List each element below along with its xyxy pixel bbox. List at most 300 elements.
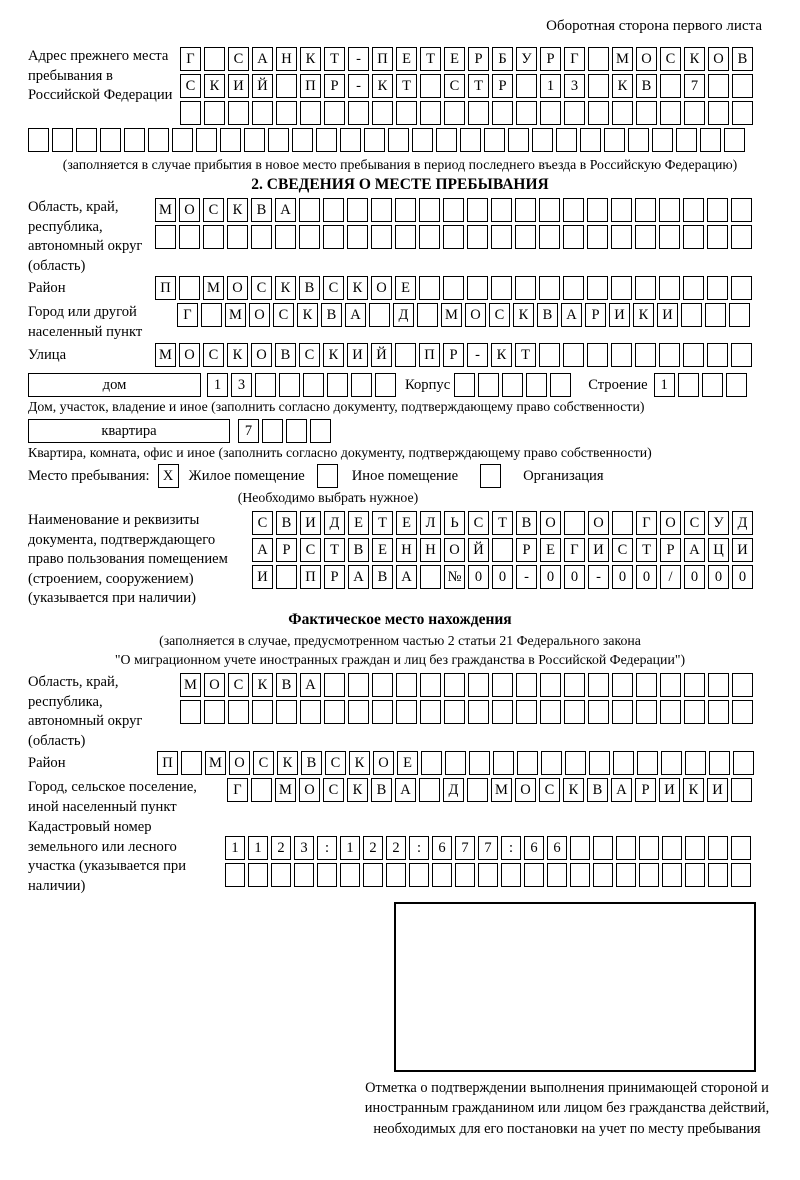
char-cell[interactable] [201, 303, 222, 327]
char-cell[interactable]: П [300, 74, 321, 98]
char-cell[interactable]: К [347, 276, 368, 300]
char-cell[interactable] [550, 373, 571, 397]
char-cell[interactable]: В [275, 343, 296, 367]
char-cell[interactable]: О [249, 303, 270, 327]
char-cell[interactable] [732, 673, 753, 697]
char-cell[interactable]: К [252, 673, 273, 697]
char-cell[interactable]: : [409, 836, 429, 860]
char-cell[interactable] [478, 863, 498, 887]
char-cell[interactable] [467, 778, 488, 802]
char-cell[interactable]: Р [324, 565, 345, 589]
char-cell[interactable] [708, 700, 729, 724]
char-cell[interactable]: О [636, 47, 657, 71]
char-cell[interactable]: Е [348, 511, 369, 535]
char-cell[interactable] [616, 836, 636, 860]
char-cell[interactable] [683, 343, 704, 367]
char-cell[interactable]: Е [444, 47, 465, 71]
char-cell[interactable]: 0 [708, 565, 729, 589]
char-cell[interactable]: У [708, 511, 729, 535]
char-cell[interactable] [636, 700, 657, 724]
char-cell[interactable]: С [684, 511, 705, 535]
char-cell[interactable]: 6 [547, 836, 567, 860]
char-cell[interactable]: К [683, 778, 704, 802]
char-cell[interactable]: М [155, 198, 176, 222]
char-cell[interactable] [539, 225, 560, 249]
char-cell[interactable] [491, 225, 512, 249]
char-cell[interactable]: Н [420, 538, 441, 562]
char-cell[interactable] [731, 343, 752, 367]
char-cell[interactable] [516, 673, 537, 697]
char-cell[interactable]: М [441, 303, 462, 327]
char-cell[interactable]: О [227, 276, 248, 300]
char-cell[interactable] [386, 863, 406, 887]
char-cell[interactable]: В [516, 511, 537, 535]
char-cell[interactable] [683, 225, 704, 249]
char-cell[interactable] [421, 751, 442, 775]
char-cell[interactable]: 1 [225, 836, 245, 860]
char-cell[interactable] [347, 225, 368, 249]
checkbox-residential-premises[interactable]: X [158, 464, 179, 488]
char-cell[interactable] [685, 751, 706, 775]
char-cell[interactable]: Д [732, 511, 753, 535]
char-cell[interactable] [100, 128, 121, 152]
char-cell[interactable]: - [516, 565, 537, 589]
char-cell[interactable] [76, 128, 97, 152]
char-cell[interactable] [732, 101, 753, 125]
char-cell[interactable] [708, 101, 729, 125]
char-cell[interactable] [324, 101, 345, 125]
char-cell[interactable]: К [275, 276, 296, 300]
char-cell[interactable] [492, 101, 513, 125]
char-cell[interactable] [564, 511, 585, 535]
char-cell[interactable] [276, 565, 297, 589]
char-cell[interactable]: У [516, 47, 537, 71]
char-cell[interactable] [612, 101, 633, 125]
char-cell[interactable]: И [657, 303, 678, 327]
char-cell[interactable] [181, 751, 202, 775]
char-cell[interactable] [124, 128, 145, 152]
char-cell[interactable] [324, 673, 345, 697]
char-cell[interactable] [685, 863, 705, 887]
char-cell[interactable]: А [561, 303, 582, 327]
char-cell[interactable] [420, 74, 441, 98]
char-cell[interactable]: К [491, 343, 512, 367]
char-cell[interactable] [731, 225, 752, 249]
char-cell[interactable] [467, 198, 488, 222]
checkbox-other-premises[interactable] [317, 464, 338, 488]
char-cell[interactable]: С [203, 198, 224, 222]
char-cell[interactable]: С [228, 673, 249, 697]
char-cell[interactable] [660, 673, 681, 697]
char-cell[interactable] [587, 198, 608, 222]
char-cell[interactable] [180, 101, 201, 125]
char-cell[interactable]: М [205, 751, 226, 775]
char-cell[interactable] [419, 198, 440, 222]
char-cell[interactable] [502, 373, 523, 397]
char-cell[interactable] [659, 343, 680, 367]
char-cell[interactable]: К [277, 751, 298, 775]
char-cell[interactable] [539, 198, 560, 222]
char-cell[interactable]: Й [371, 343, 392, 367]
char-cell[interactable]: Н [396, 538, 417, 562]
char-cell[interactable] [467, 225, 488, 249]
char-cell[interactable] [588, 74, 609, 98]
char-cell[interactable] [681, 303, 702, 327]
char-cell[interactable] [565, 751, 586, 775]
char-cell[interactable]: 7 [238, 419, 259, 443]
char-cell[interactable] [172, 128, 193, 152]
char-cell[interactable]: 3 [231, 373, 252, 397]
char-cell[interactable] [388, 128, 409, 152]
char-cell[interactable] [347, 198, 368, 222]
char-cell[interactable] [660, 101, 681, 125]
char-cell[interactable] [348, 101, 369, 125]
char-cell[interactable]: А [275, 198, 296, 222]
char-cell[interactable]: С [660, 47, 681, 71]
char-cell[interactable]: К [323, 343, 344, 367]
char-cell[interactable] [612, 511, 633, 535]
char-cell[interactable] [443, 225, 464, 249]
char-cell[interactable]: Т [636, 538, 657, 562]
char-cell[interactable]: К [297, 303, 318, 327]
char-cell[interactable]: 2 [386, 836, 406, 860]
char-cell[interactable]: Ь [444, 511, 465, 535]
char-cell[interactable]: К [204, 74, 225, 98]
char-cell[interactable] [228, 101, 249, 125]
char-cell[interactable]: Н [276, 47, 297, 71]
char-cell[interactable]: О [444, 538, 465, 562]
char-cell[interactable]: Р [635, 778, 656, 802]
char-cell[interactable]: 0 [468, 565, 489, 589]
char-cell[interactable] [286, 419, 307, 443]
char-cell[interactable]: 0 [564, 565, 585, 589]
char-cell[interactable] [443, 276, 464, 300]
char-cell[interactable]: Т [396, 74, 417, 98]
char-cell[interactable]: С [300, 538, 321, 562]
char-cell[interactable]: 2 [363, 836, 383, 860]
char-cell[interactable]: И [588, 538, 609, 562]
char-cell[interactable] [276, 101, 297, 125]
char-cell[interactable] [515, 276, 536, 300]
char-cell[interactable]: А [611, 778, 632, 802]
char-cell[interactable]: 6 [432, 836, 452, 860]
char-cell[interactable] [733, 751, 754, 775]
char-cell[interactable]: Е [396, 47, 417, 71]
char-cell[interactable]: А [395, 778, 416, 802]
char-cell[interactable]: С [299, 343, 320, 367]
char-cell[interactable] [419, 276, 440, 300]
char-cell[interactable]: : [317, 836, 337, 860]
char-cell[interactable] [708, 673, 729, 697]
char-cell[interactable]: Е [540, 538, 561, 562]
char-cell[interactable] [371, 225, 392, 249]
char-cell[interactable]: Т [468, 74, 489, 98]
char-cell[interactable]: Й [468, 538, 489, 562]
char-cell[interactable]: К [347, 778, 368, 802]
char-cell[interactable]: Ц [708, 538, 729, 562]
char-cell[interactable] [420, 673, 441, 697]
char-cell[interactable]: П [419, 343, 440, 367]
char-cell[interactable]: Г [177, 303, 198, 327]
char-cell[interactable] [299, 198, 320, 222]
char-cell[interactable]: Е [397, 751, 418, 775]
char-cell[interactable] [327, 373, 348, 397]
char-cell[interactable]: В [537, 303, 558, 327]
char-cell[interactable]: М [155, 343, 176, 367]
char-cell[interactable]: № [444, 565, 465, 589]
char-cell[interactable] [491, 198, 512, 222]
char-cell[interactable] [340, 863, 360, 887]
char-cell[interactable] [708, 836, 728, 860]
char-cell[interactable]: М [612, 47, 633, 71]
char-cell[interactable]: А [252, 538, 273, 562]
char-cell[interactable]: А [348, 565, 369, 589]
char-cell[interactable]: И [347, 343, 368, 367]
char-cell[interactable] [635, 343, 656, 367]
char-cell[interactable] [685, 836, 705, 860]
char-cell[interactable] [323, 198, 344, 222]
char-cell[interactable] [455, 863, 475, 887]
char-cell[interactable]: С [612, 538, 633, 562]
char-cell[interactable] [395, 198, 416, 222]
char-cell[interactable]: Р [585, 303, 606, 327]
char-cell[interactable]: Л [420, 511, 441, 535]
checkbox-organization[interactable] [480, 464, 501, 488]
char-cell[interactable] [729, 303, 750, 327]
char-cell[interactable] [148, 128, 169, 152]
char-cell[interactable]: К [227, 343, 248, 367]
char-cell[interactable] [539, 276, 560, 300]
char-cell[interactable] [547, 863, 567, 887]
char-cell[interactable] [179, 276, 200, 300]
char-cell[interactable]: С [323, 778, 344, 802]
char-cell[interactable]: М [225, 303, 246, 327]
char-cell[interactable] [251, 778, 272, 802]
char-cell[interactable] [396, 101, 417, 125]
char-cell[interactable]: О [299, 778, 320, 802]
char-cell[interactable] [196, 128, 217, 152]
char-cell[interactable] [564, 673, 585, 697]
char-cell[interactable] [570, 836, 590, 860]
char-cell[interactable] [396, 673, 417, 697]
char-cell[interactable]: А [252, 47, 273, 71]
char-cell[interactable] [294, 863, 314, 887]
char-cell[interactable] [684, 101, 705, 125]
char-cell[interactable] [570, 863, 590, 887]
char-cell[interactable] [540, 700, 561, 724]
char-cell[interactable]: И [659, 778, 680, 802]
char-cell[interactable] [660, 74, 681, 98]
char-cell[interactable] [228, 700, 249, 724]
char-cell[interactable]: О [373, 751, 394, 775]
char-cell[interactable]: С [180, 74, 201, 98]
char-cell[interactable]: В [587, 778, 608, 802]
char-cell[interactable]: В [251, 198, 272, 222]
char-cell[interactable]: Р [324, 74, 345, 98]
char-cell[interactable]: - [467, 343, 488, 367]
char-cell[interactable] [444, 101, 465, 125]
char-cell[interactable]: М [180, 673, 201, 697]
char-cell[interactable]: О [660, 511, 681, 535]
char-cell[interactable] [517, 751, 538, 775]
char-cell[interactable]: С [468, 511, 489, 535]
char-cell[interactable] [252, 101, 273, 125]
char-cell[interactable] [705, 303, 726, 327]
char-cell[interactable] [204, 47, 225, 71]
char-cell[interactable] [420, 700, 441, 724]
char-cell[interactable] [372, 101, 393, 125]
char-cell[interactable] [732, 700, 753, 724]
char-cell[interactable]: Г [636, 511, 657, 535]
char-cell[interactable] [635, 276, 656, 300]
char-cell[interactable] [639, 863, 659, 887]
char-cell[interactable]: Е [396, 511, 417, 535]
char-cell[interactable]: 1 [248, 836, 268, 860]
char-cell[interactable]: Т [420, 47, 441, 71]
char-cell[interactable]: О [229, 751, 250, 775]
char-cell[interactable] [204, 700, 225, 724]
char-cell[interactable] [340, 128, 361, 152]
char-cell[interactable] [732, 74, 753, 98]
char-cell[interactable] [709, 751, 730, 775]
char-cell[interactable]: С [273, 303, 294, 327]
char-cell[interactable] [541, 751, 562, 775]
char-cell[interactable]: В [301, 751, 322, 775]
char-cell[interactable] [396, 700, 417, 724]
char-cell[interactable] [516, 74, 537, 98]
char-cell[interactable] [563, 198, 584, 222]
char-cell[interactable]: : [501, 836, 521, 860]
char-cell[interactable]: Е [395, 276, 416, 300]
char-cell[interactable]: Т [515, 343, 536, 367]
char-cell[interactable] [432, 863, 452, 887]
char-cell[interactable]: Г [180, 47, 201, 71]
char-cell[interactable]: 6 [524, 836, 544, 860]
char-cell[interactable]: И [300, 511, 321, 535]
char-cell[interactable]: О [708, 47, 729, 71]
char-cell[interactable] [348, 673, 369, 697]
char-cell[interactable]: И [609, 303, 630, 327]
char-cell[interactable] [593, 836, 613, 860]
char-cell[interactable] [659, 276, 680, 300]
char-cell[interactable]: В [276, 673, 297, 697]
char-cell[interactable]: 7 [684, 74, 705, 98]
char-cell[interactable] [444, 700, 465, 724]
char-cell[interactable] [702, 373, 723, 397]
char-cell[interactable] [659, 198, 680, 222]
char-cell[interactable] [684, 700, 705, 724]
char-cell[interactable]: 7 [455, 836, 475, 860]
char-cell[interactable] [515, 225, 536, 249]
char-cell[interactable] [611, 198, 632, 222]
char-cell[interactable] [469, 751, 490, 775]
char-cell[interactable] [417, 303, 438, 327]
char-cell[interactable] [587, 225, 608, 249]
char-cell[interactable]: К [633, 303, 654, 327]
char-cell[interactable] [524, 863, 544, 887]
char-cell[interactable] [635, 225, 656, 249]
char-cell[interactable] [612, 700, 633, 724]
char-cell[interactable] [731, 863, 751, 887]
char-cell[interactable] [317, 863, 337, 887]
char-cell[interactable] [564, 101, 585, 125]
char-cell[interactable] [436, 128, 457, 152]
char-cell[interactable] [493, 751, 514, 775]
char-cell[interactable]: Б [492, 47, 513, 71]
char-cell[interactable] [52, 128, 73, 152]
char-cell[interactable]: А [300, 673, 321, 697]
char-cell[interactable]: В [321, 303, 342, 327]
char-cell[interactable] [612, 673, 633, 697]
char-cell[interactable] [252, 700, 273, 724]
char-cell[interactable]: 2 [271, 836, 291, 860]
char-cell[interactable]: - [348, 74, 369, 98]
char-cell[interactable] [587, 343, 608, 367]
char-cell[interactable]: М [275, 778, 296, 802]
char-cell[interactable] [303, 373, 324, 397]
char-cell[interactable]: К [227, 198, 248, 222]
char-cell[interactable] [492, 700, 513, 724]
char-cell[interactable]: О [515, 778, 536, 802]
char-cell[interactable] [220, 128, 241, 152]
char-cell[interactable]: О [465, 303, 486, 327]
char-cell[interactable] [227, 225, 248, 249]
char-cell[interactable] [589, 751, 610, 775]
char-cell[interactable]: О [251, 343, 272, 367]
char-cell[interactable] [454, 373, 475, 397]
char-cell[interactable] [540, 673, 561, 697]
char-cell[interactable]: И [707, 778, 728, 802]
char-cell[interactable] [636, 101, 657, 125]
char-cell[interactable] [508, 128, 529, 152]
char-cell[interactable] [445, 751, 466, 775]
char-cell[interactable] [659, 225, 680, 249]
char-cell[interactable] [683, 276, 704, 300]
char-cell[interactable] [225, 863, 245, 887]
char-cell[interactable] [556, 128, 577, 152]
char-cell[interactable]: 0 [732, 565, 753, 589]
char-cell[interactable] [628, 128, 649, 152]
char-cell[interactable] [563, 343, 584, 367]
char-cell[interactable]: 0 [636, 565, 657, 589]
char-cell[interactable] [28, 128, 49, 152]
char-cell[interactable] [179, 225, 200, 249]
char-cell[interactable] [468, 700, 489, 724]
char-cell[interactable] [395, 225, 416, 249]
char-cell[interactable] [708, 863, 728, 887]
char-cell[interactable]: К [300, 47, 321, 71]
char-cell[interactable] [616, 863, 636, 887]
char-cell[interactable] [300, 101, 321, 125]
char-cell[interactable] [700, 128, 721, 152]
char-cell[interactable]: К [513, 303, 534, 327]
char-cell[interactable]: М [491, 778, 512, 802]
char-cell[interactable] [516, 700, 537, 724]
char-cell[interactable]: 0 [492, 565, 513, 589]
char-cell[interactable]: В [636, 74, 657, 98]
char-cell[interactable] [268, 128, 289, 152]
char-cell[interactable]: Д [443, 778, 464, 802]
char-cell[interactable]: В [276, 511, 297, 535]
char-cell[interactable]: Р [443, 343, 464, 367]
char-cell[interactable] [316, 128, 337, 152]
char-cell[interactable] [204, 101, 225, 125]
char-cell[interactable] [251, 225, 272, 249]
char-cell[interactable]: Р [492, 74, 513, 98]
char-cell[interactable]: П [300, 565, 321, 589]
char-cell[interactable]: Т [324, 47, 345, 71]
char-cell[interactable] [708, 74, 729, 98]
